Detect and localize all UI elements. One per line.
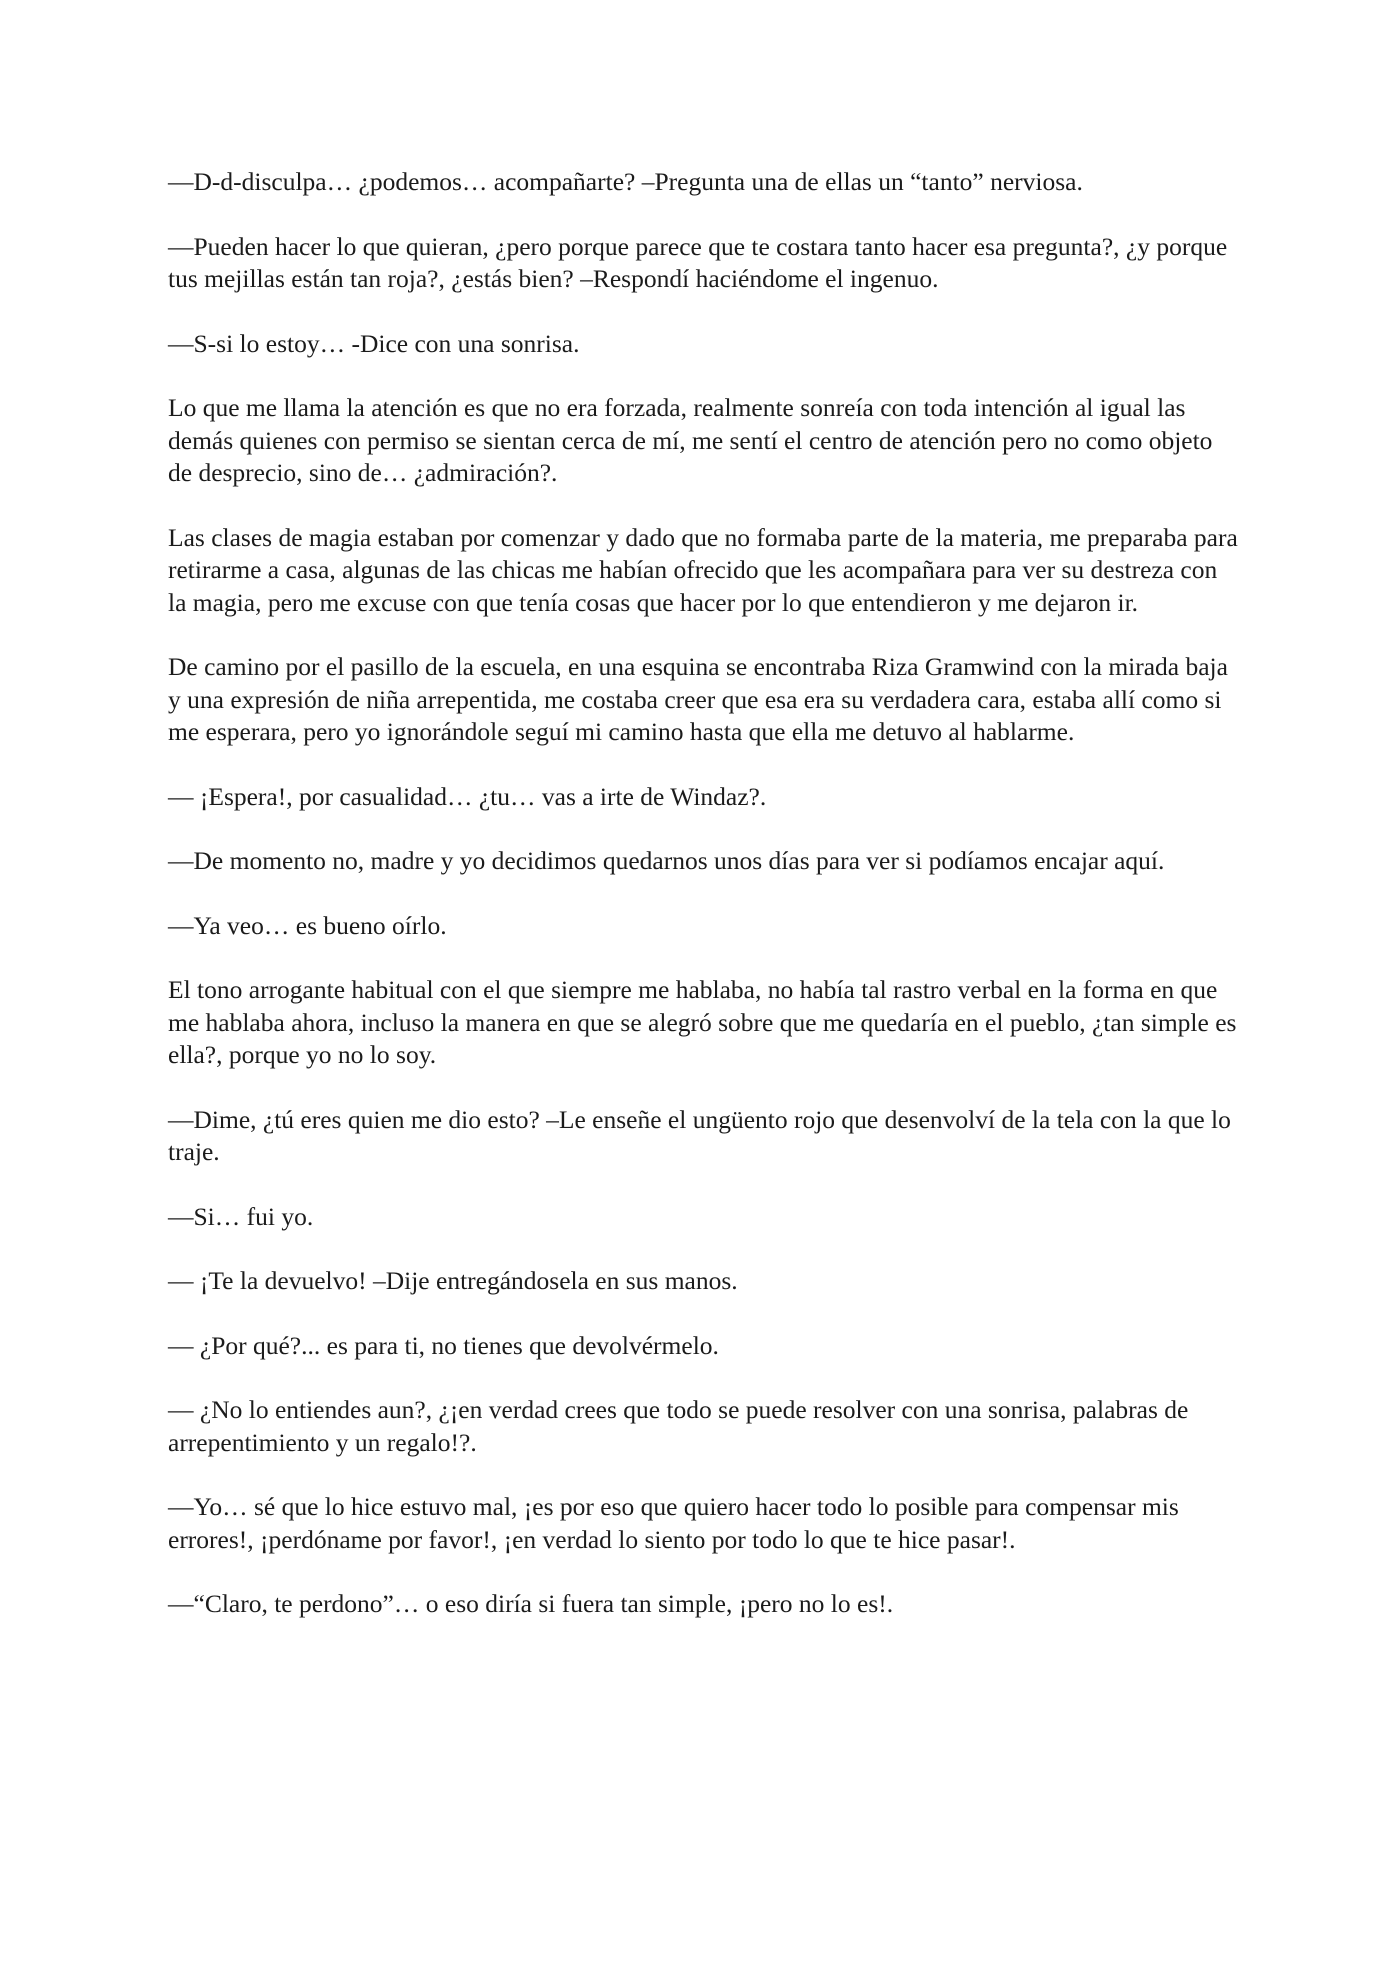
paragraph: —Pueden hacer lo que quieran, ¿pero porque parece que te costara tanto hacer esa pregunta?, ¿y porque tus mejillas están tan roja?, ¿estás bien? –Respondí haciéndome el ingenuo. — [168, 231, 1228, 293]
paragraph: —Si… fui yo. — [168, 1201, 314, 1231]
paragraph: El tono arrogante habitual con el que siempre me hablaba, no había tal rastro verbal en la forma en que me hablaba ahora, incluso la manera en que se alegró sobre que me quedaría en el pueblo, ¿tan simple es ella?, porque yo no lo soy. — [168, 975, 1237, 1069]
paragraph: — ¿Por qué?... es para ti, no tienes que devolvérmelo. — [168, 1330, 719, 1360]
paragraph: —“Claro, te perdono”… o eso diría si fuera tan simple, ¡pero no lo es!. — [168, 1589, 894, 1618]
paragraph: — ¡Te la devuelvo! –Dije entregándosela en sus manos. — [168, 1266, 738, 1295]
paragraph: —D-d-disculpa… ¿podemos… acompañarte? –Pregunta una de ellas un “tanto” nerviosa. — [168, 167, 1083, 196]
paragraph: —Ya veo… es bueno oírlo. — [168, 910, 447, 940]
paragraph: —S-si lo estoy… -Dice con una sonrisa. — [168, 328, 580, 358]
paragraph: De camino por el pasillo de la escuela, en una esquina se encontraba Riza Gramwind con la mirada baja y una expresión de niña arrepentida, me costaba creer que esa era su verdadera cara, estaba allí como si me esperara, pero yo ignorándole seguí mi camino hasta que ella me detuvo al hablarme. — [168, 652, 1228, 746]
paragraph: Las clases de magia estaban por comenzar y dado que no formaba parte de la materia, me preparaba para retirarme a casa, algunas de las chicas me habían ofrecido que les acompañara para ver su destreza con la magia, pero me excuse con que tenía cosas que hacer por lo que entendieron y me dejaron ir. — [168, 522, 1238, 617]
paragraph: —Yo… sé que lo hice estuvo mal, ¡es por eso que quiero hacer todo lo posible para compensar mis errores!, ¡perdóname por favor!, ¡en verdad lo siento por todo lo que te hice pasar!. — [168, 1492, 1179, 1554]
paragraph: —De momento no, madre y yo decidimos quedarnos unos días para ver si podíamos encajar aquí. — [168, 846, 1165, 875]
paragraph: Lo que me llama la atención es que no era forzada, realmente sonreía con toda intención al igual las demás quienes con permiso se sientan cerca de mí, me sentí el centro de atención pero no como objeto de desprecio, sino de… ¿admiración?. — [168, 393, 1213, 487]
body-text — [168, 166, 1240, 1653]
paragraph: —Dime, ¿tú eres quien me dio esto? –Le enseñe el ungüento rojo que desenvolví de la tela con la que lo traje. — [168, 1104, 1231, 1166]
paragraph: — ¿No lo entiendes aun?, ¿¡en verdad crees que todo se puede resolver con una sonrisa, palabras de arrepentimiento y un regalo!?. — [168, 1395, 1189, 1457]
paragraph: — ¡Espera!, por casualidad… ¿tu… vas a irte de Windaz?. — [168, 781, 767, 811]
